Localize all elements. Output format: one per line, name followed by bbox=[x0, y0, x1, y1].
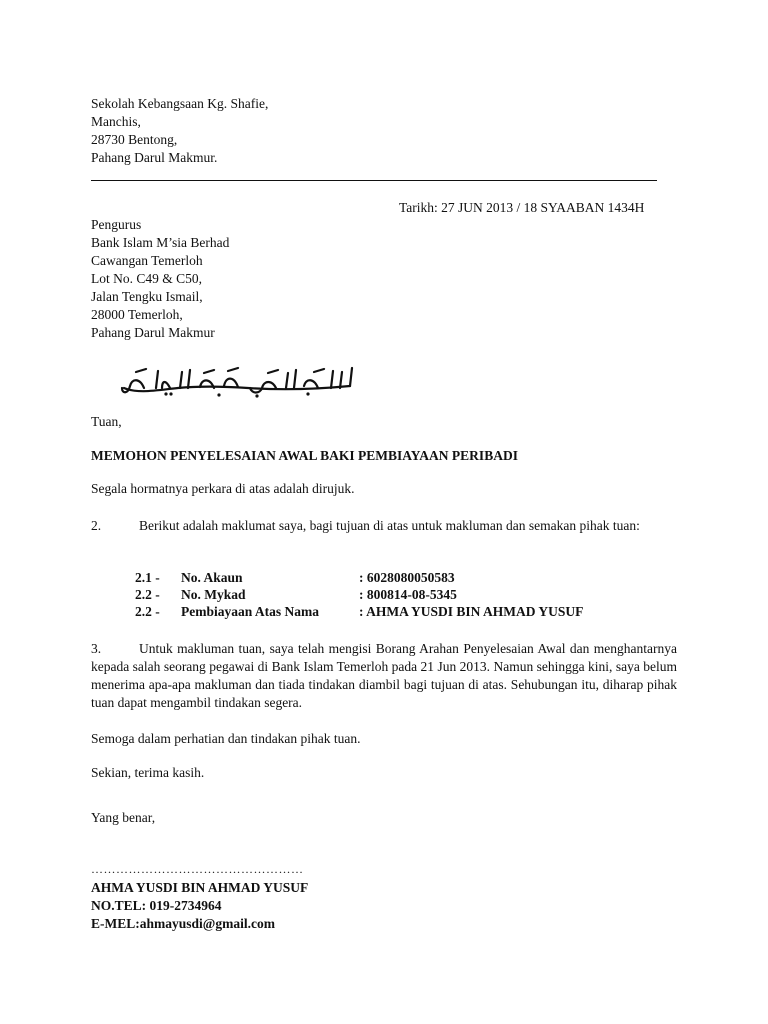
paragraph-number: 3. bbox=[91, 641, 102, 656]
detail-number: 2.2 - bbox=[135, 604, 160, 619]
paragraph-number: 2. bbox=[91, 518, 102, 533]
detail-label: No. Akaun bbox=[181, 570, 243, 585]
paragraph-2 bbox=[91, 515, 677, 537]
opening-line: Segala hormatnya perkara di atas adalah dirujuk. bbox=[91, 481, 355, 496]
signer-name: AHMA YUSDI BIN AHMAD YUSUF bbox=[91, 880, 309, 895]
signer-email: E-MEL:ahmayusdi@gmail.com bbox=[91, 916, 275, 931]
closing-thanks: Sekian, terima kasih. bbox=[91, 765, 205, 780]
signer-block bbox=[91, 879, 308, 933]
detail-label: Pembiayaan Atas Nama bbox=[181, 604, 319, 619]
paragraph-3 bbox=[91, 640, 677, 712]
recipient-address bbox=[91, 216, 229, 342]
detail-value: : 800814-08-5345 bbox=[359, 587, 457, 602]
paragraph-text: Untuk makluman tuan, saya telah mengisi Borang Arahan Penyelesaian Awal dan menghantarnya kepada salah seorang pegawai di Bank Islam Temerloh pada 21 Jun 2013. Namun sehingga kini, saya belum menerima apa-apa makluman dan tiada tindakan diambil bagi tujuan di atas. Sehubungan itu, diharap pihak tuan dapat mengambil tindakan segera. bbox=[91, 641, 677, 710]
signoff: Yang benar, bbox=[91, 810, 156, 825]
recipient-line: Jalan Tengku Ismail, bbox=[91, 289, 203, 304]
closing-line: Semoga dalam perhatian dan tindakan pihak tuan. bbox=[91, 731, 361, 746]
detail-label: No. Mykad bbox=[181, 587, 246, 602]
letter-date: Tarikh: 27 JUN 2013 / 18 SYAABAN 1434H bbox=[399, 200, 645, 215]
sender-line: Pahang Darul Makmur. bbox=[91, 150, 218, 165]
recipient-line: Bank Islam M’sia Berhad bbox=[91, 235, 230, 250]
detail-value: : 6028080050583 bbox=[359, 570, 455, 585]
arabic-salam-calligraphy-icon bbox=[118, 364, 358, 398]
sender-address bbox=[91, 95, 268, 167]
detail-number: 2.2 - bbox=[135, 587, 160, 602]
recipient-line: Lot No. C49 & C50, bbox=[91, 271, 203, 286]
recipient-line: Pahang Darul Makmur bbox=[91, 325, 215, 340]
sender-line: Manchis, bbox=[91, 114, 141, 129]
letter-subject: MEMOHON PENYELESAIAN AWAL BAKI PEMBIAYAAN PERIBADI bbox=[91, 448, 518, 463]
detail-number: 2.1 - bbox=[135, 570, 160, 585]
salutation: Tuan, bbox=[91, 414, 122, 429]
header-divider bbox=[91, 180, 657, 181]
sender-line: Sekolah Kebangsaan Kg. Shafie, bbox=[91, 96, 269, 111]
recipient-line: Cawangan Temerloh bbox=[91, 253, 203, 268]
paragraph-text: Berikut adalah maklumat saya, bagi tujuan di atas untuk makluman dan semakan pihak tuan: bbox=[139, 518, 640, 533]
signer-phone: NO.TEL: 019-2734964 bbox=[91, 898, 222, 913]
sender-line: 28730 Bentong, bbox=[91, 132, 178, 147]
recipient-line: Pengurus bbox=[91, 217, 142, 232]
recipient-line: 28000 Temerloh, bbox=[91, 307, 183, 322]
signature-line: …………………………………………… bbox=[91, 862, 304, 876]
detail-value: : AHMA YUSDI BIN AHMAD YUSUF bbox=[359, 604, 584, 619]
